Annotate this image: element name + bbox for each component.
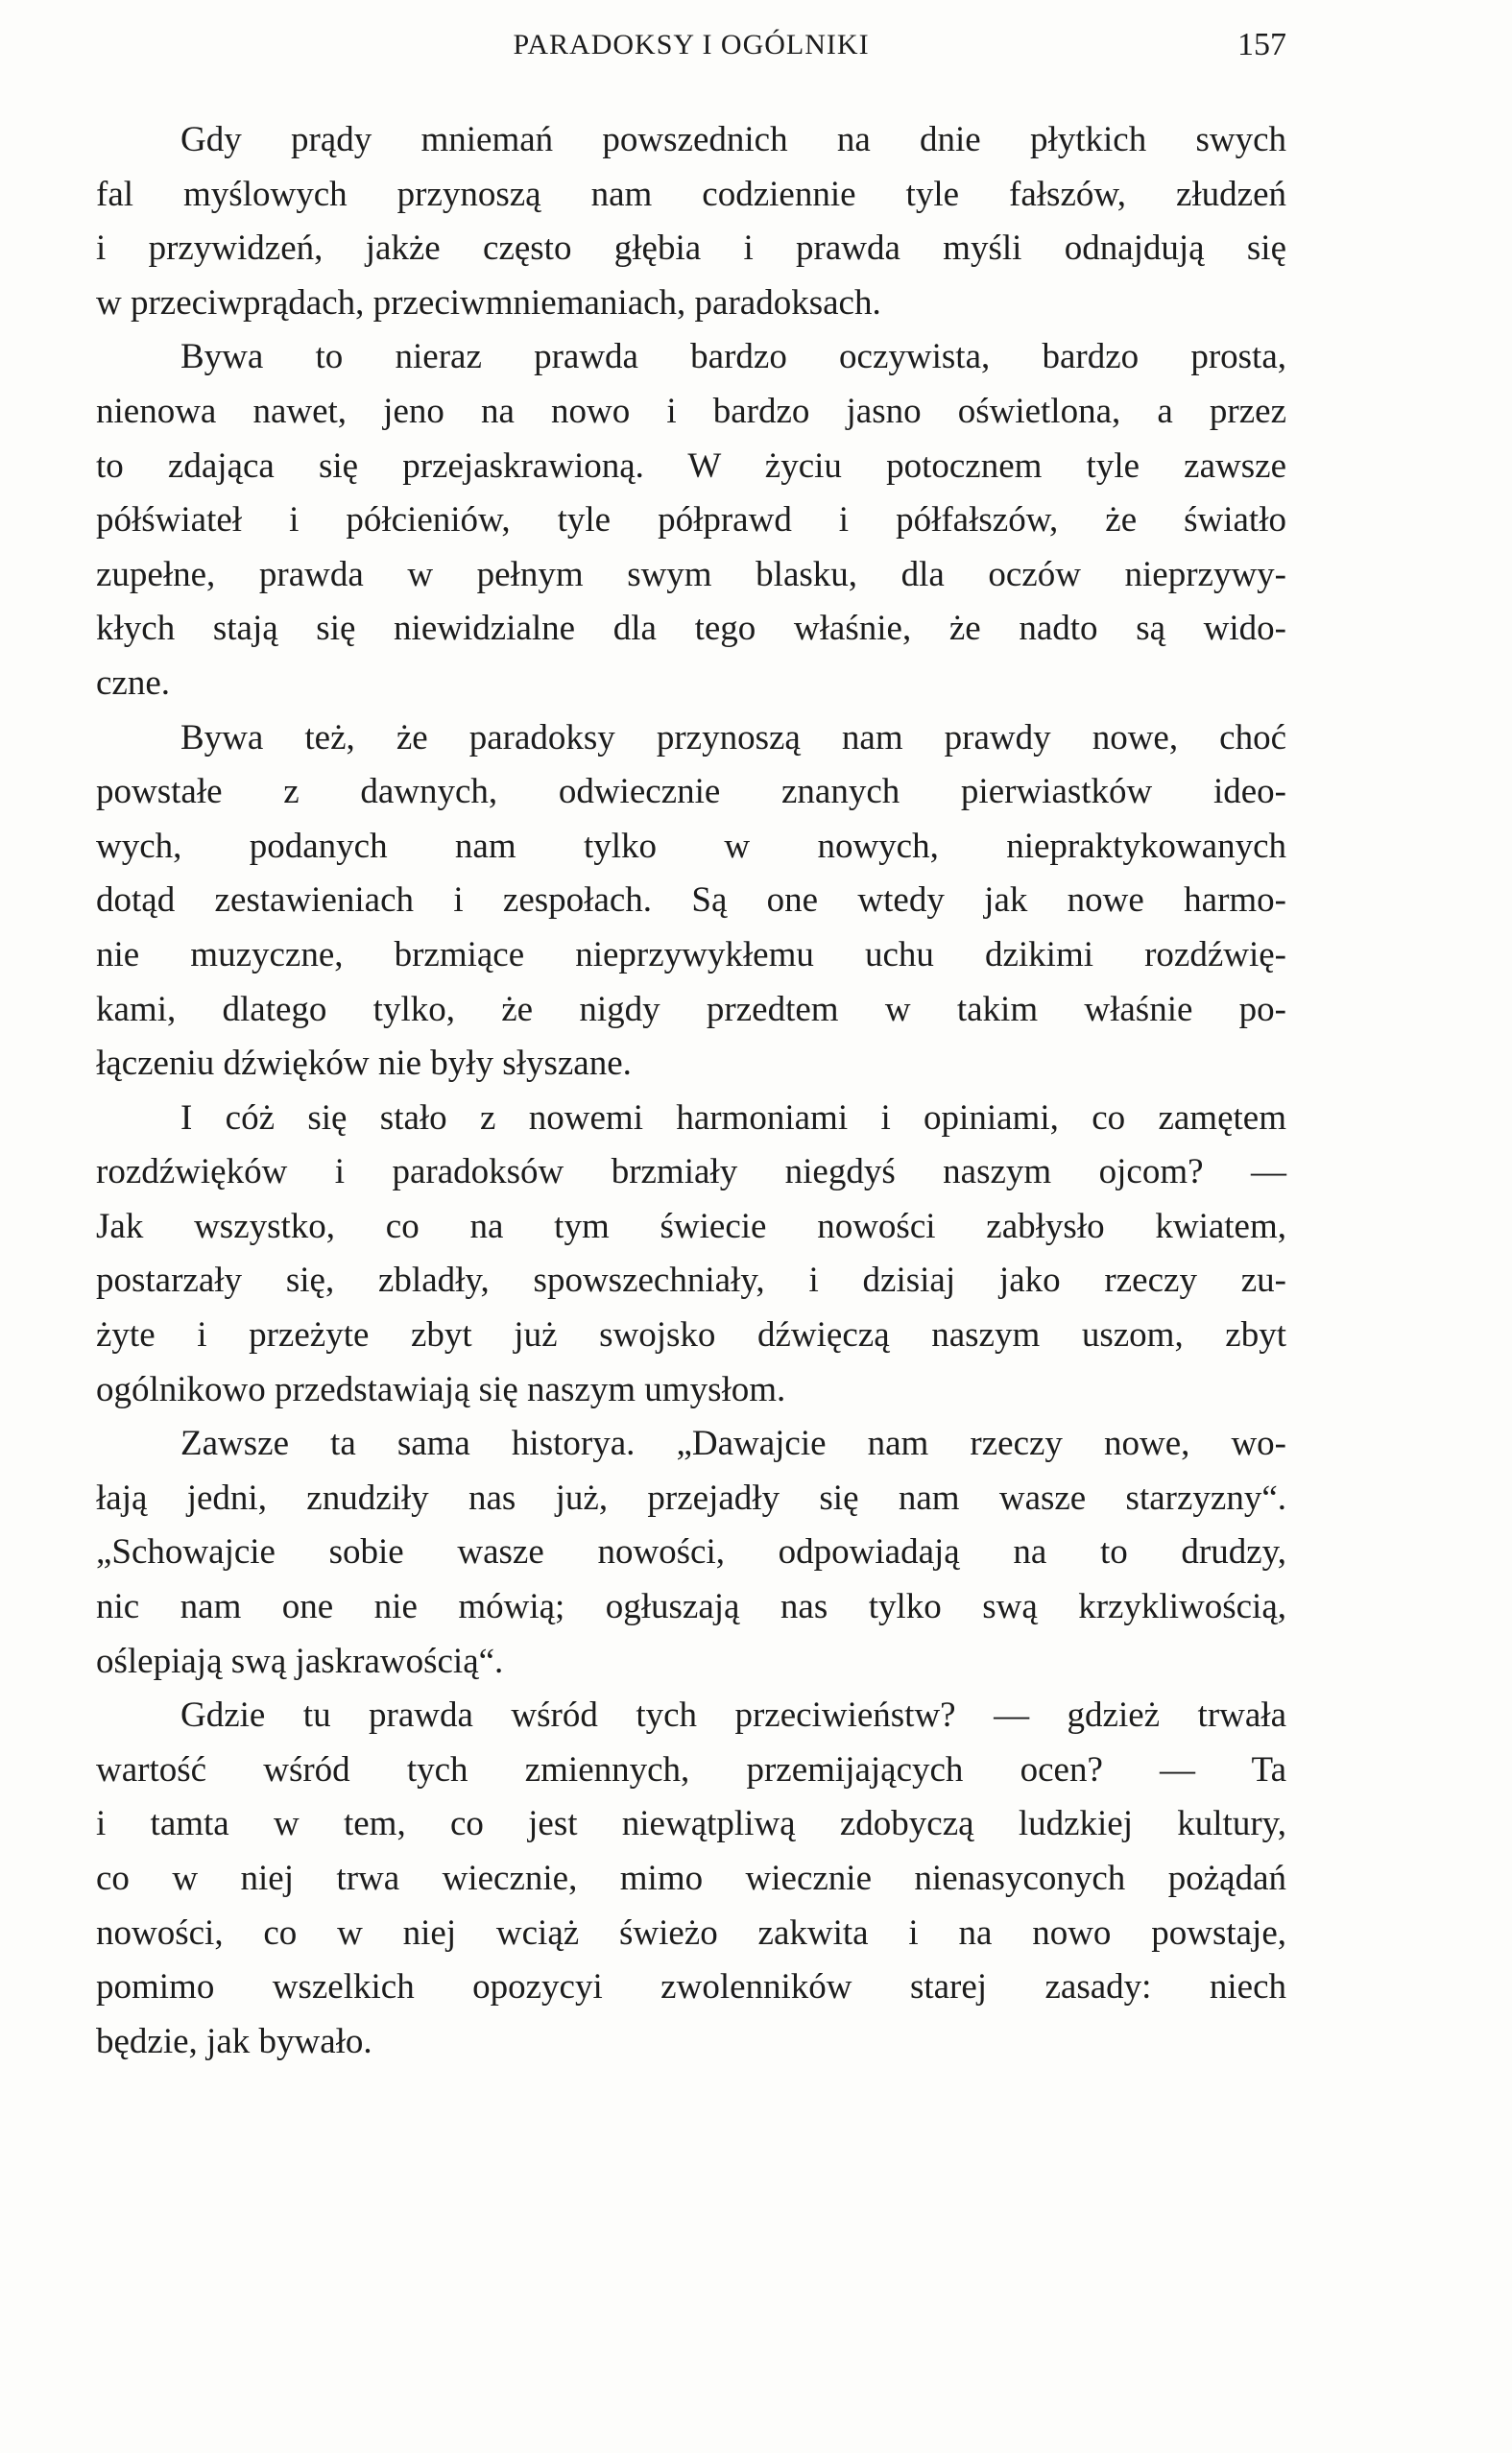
- text-line: żyte i przeżyte zbyt już swojsko dźwięczą naszym uszom, zbyt: [96, 1315, 1286, 1356]
- text-line: będzie, jak bywało.: [96, 2021, 372, 2061]
- text-line: czne.: [96, 662, 171, 703]
- text-line: co w niej trwa wiecznie, mimo wiecznie nienasyconych pożądań: [96, 1859, 1286, 1898]
- text-line: fal myślowych przynoszą nam codziennie tyle fałszów, złudzeń: [96, 174, 1286, 214]
- paragraph-6: [96, 1689, 1286, 2069]
- text-line: w przeciwprądach, przeciwmniemaniach, paradoksach.: [96, 282, 881, 323]
- text-line: Bywa też, że paradoksy przynoszą nam prawdy nowe, choć: [180, 717, 1286, 758]
- text-line: łają jedni, znudziły nas już, przejadły się nam wasze starzyzny“.: [96, 1478, 1286, 1518]
- text-line: rozdźwięków i paradoksów brzmiały niegdyś naszym ojcom? —: [96, 1152, 1286, 1192]
- paragraph-5: [96, 1417, 1286, 1689]
- text-line: zupełne, prawda w pełnym swym blasku, dla oczów nieprzywy-: [96, 554, 1286, 594]
- paragraph-2: [96, 330, 1286, 710]
- text-line: kłych stają się niewidzialne dla tego właśnie, że nadto są wido-: [96, 609, 1286, 649]
- running-head: [96, 21, 1286, 69]
- text-line: wych, podanych nam tylko w nowych, niepraktykowanych: [96, 826, 1286, 866]
- text-line: wartość wśród tych zmiennych, przemijających ocen? — Ta: [96, 1749, 1286, 1790]
- text-line: kami, dlatego tylko, że nigdy przedtem w takim właśnie po-: [96, 989, 1286, 1029]
- text-line: dotąd zestawieniach i zespołach. Są one wtedy jak nowe harmo-: [96, 880, 1286, 921]
- text-line: Gdy prądy mniemań powszednich na dnie płytkich swych: [180, 120, 1286, 159]
- text-line: postarzały się, zbladły, spowszechniały, i dzisiaj jako rzeczy zu-: [96, 1261, 1286, 1301]
- text-line: powstałe z dawnych, odwiecznie znanych pierwiastków ideo-: [96, 772, 1286, 812]
- text-line: łączeniu dźwięków nie były słyszane.: [96, 1044, 632, 1084]
- text-line: i przywidzeń, jakże często głębia i prawda myśli odnajdują się: [96, 228, 1286, 269]
- text-line: pomimo wszelkich opozycyi zwolenników starej zasady: niech: [96, 1967, 1286, 2008]
- text-line: ogólnikowo przedstawiają się naszym umysłom.: [96, 1369, 786, 1409]
- text-line: Bywa to nieraz prawda bardzo oczywista, bardzo prosta,: [180, 337, 1286, 377]
- page-number: 157: [1237, 27, 1286, 62]
- paragraph-3: [96, 711, 1286, 1092]
- text-line: Gdzie tu prawda wśród tych przeciwieństw? — gdzież trwała: [180, 1695, 1286, 1736]
- text-line: oślepiają swą jaskrawością“.: [96, 1641, 504, 1681]
- running-title: PARADOKSY I OGÓLNIKI: [513, 29, 870, 60]
- text-line: „Schowajcie sobie wasze nowości, odpowiadają na to drudzy,: [96, 1532, 1286, 1573]
- text-line: półświateł i półcieniów, tyle półprawd i półfałszów, że światło: [96, 500, 1286, 541]
- text-line: i tamta w tem, co jest niewątpliwą zdobyczą ludzkiej kultury,: [96, 1804, 1286, 1844]
- text-line: nie muzyczne, brzmiące nieprzywykłemu uchu dzikimi rozdźwię-: [96, 934, 1286, 974]
- text-line: Zawsze ta sama historya. „Dawajcie nam rzeczy nowe, wo-: [180, 1424, 1286, 1464]
- text-line: to zdająca się przejaskrawioną. W życiu potocznem tyle zawsze: [96, 445, 1286, 486]
- text-line: nic nam one nie mówią; ogłuszają nas tylko swą krzykliwością,: [96, 1587, 1286, 1627]
- text-line: nowości, co w niej wciąż świeżo zakwita i na nowo powstaje,: [96, 1912, 1286, 1953]
- paragraph-4: [96, 1092, 1286, 1418]
- text-line: nienowa nawet, jeno na nowo i bardzo jasno oświetlona, a przez: [96, 391, 1286, 431]
- text-line: Jak wszystko, co na tym świecie nowości zabłysło kwiatem,: [96, 1206, 1286, 1246]
- text-body: [96, 113, 1286, 2069]
- text-line: I cóż się stało z nowemi harmoniami i opiniami, co zamętem: [180, 1097, 1286, 1138]
- paragraph-1: [96, 113, 1286, 330]
